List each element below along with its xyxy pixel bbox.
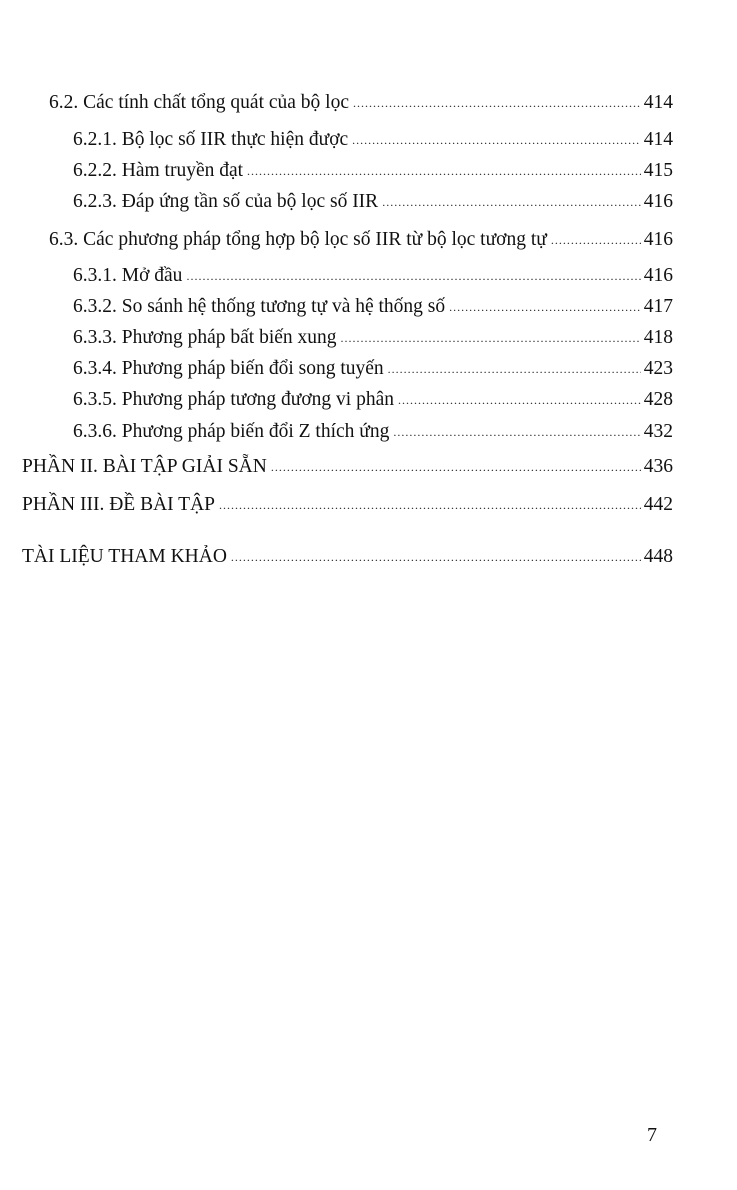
toc-entry-title: 6.3. Các phương pháp tổng hợp bộ lọc số IIR từ bộ lọc tương tự bbox=[49, 229, 547, 250]
toc-entry-6-2-3 bbox=[73, 190, 673, 214]
toc-entry-title: 6.3.4. Phương pháp biến đổi song tuyến bbox=[73, 358, 384, 379]
toc-entry-title: 6.2.2. Hàm truyền đạt bbox=[73, 160, 244, 181]
dot-leader bbox=[186, 270, 640, 282]
dot-leader bbox=[388, 363, 641, 375]
toc-entry-6-2 bbox=[49, 91, 673, 115]
toc-entry-title: 6.3.6. Phương pháp biến đổi Z thích ứng bbox=[73, 421, 390, 442]
dot-leader bbox=[352, 134, 641, 146]
toc-entry-page: 416 bbox=[643, 191, 673, 212]
toc-entry-page: 416 bbox=[643, 265, 673, 286]
toc-entry-6-3-3 bbox=[73, 326, 673, 350]
dot-leader bbox=[247, 165, 641, 177]
dot-leader bbox=[353, 97, 641, 109]
toc-entry-title: PHẦN II. BÀI TẬP GIẢI SẴN bbox=[22, 456, 267, 477]
toc-entry-6-3-4 bbox=[73, 357, 673, 381]
dot-leader bbox=[393, 426, 640, 438]
toc-entry-page: 418 bbox=[643, 327, 673, 348]
toc-entry-page: 432 bbox=[643, 421, 673, 442]
toc-entry-page: 436 bbox=[643, 456, 673, 477]
dot-leader bbox=[382, 196, 641, 208]
toc-entry-page: 423 bbox=[643, 358, 673, 379]
toc-entry-6-2-1 bbox=[73, 128, 673, 152]
toc-entry-6-3-6 bbox=[73, 420, 673, 444]
toc-entry-references bbox=[22, 545, 673, 569]
dot-leader bbox=[449, 301, 641, 313]
toc-entry-page: 442 bbox=[643, 494, 673, 515]
toc-entry-page: 414 bbox=[643, 129, 673, 150]
toc-entry-title: 6.2. Các tính chất tổng quát của bộ lọc bbox=[49, 92, 350, 113]
toc-entry-6-3-1 bbox=[73, 264, 673, 288]
toc-entry-title: 6.2.3. Đáp ứng tần số của bộ lọc số IIR bbox=[73, 191, 379, 212]
toc-entry-title: 6.3.5. Phương pháp tương đương vi phân bbox=[73, 389, 395, 410]
dot-leader bbox=[398, 394, 641, 406]
dot-leader bbox=[551, 234, 641, 246]
toc-entry-page: 448 bbox=[643, 546, 673, 567]
toc-entry-part-2 bbox=[22, 455, 673, 479]
toc-entry-title: 6.3.3. Phương pháp bất biến xung bbox=[73, 327, 337, 348]
toc-entry-6-2-2 bbox=[73, 159, 673, 183]
toc-entry-page: 417 bbox=[643, 296, 673, 317]
toc-entry-title: PHẦN III. ĐỀ BÀI TẬP bbox=[22, 494, 216, 515]
toc-entry-6-3 bbox=[49, 228, 673, 252]
toc-entry-title: 6.2.1. Bộ lọc số IIR thực hiện được bbox=[73, 129, 349, 150]
dot-leader bbox=[341, 332, 641, 344]
toc-entry-part-3 bbox=[22, 493, 673, 517]
toc-entry-page: 416 bbox=[643, 229, 673, 250]
dot-leader bbox=[271, 461, 641, 473]
toc-entry-title: 6.3.2. So sánh hệ thống tương tự và hệ thống số bbox=[73, 296, 446, 317]
page-number: 7 bbox=[647, 1124, 657, 1146]
toc-entry-title: TÀI LIỆU THAM KHẢO bbox=[22, 546, 227, 567]
dot-leader bbox=[231, 551, 641, 563]
toc-entry-page: 414 bbox=[643, 92, 673, 113]
toc-entry-title: 6.3.1. Mở đầu bbox=[73, 265, 183, 286]
toc-entry-6-3-2 bbox=[73, 295, 673, 319]
toc-entry-page: 415 bbox=[643, 160, 673, 181]
toc-entry-6-3-5 bbox=[73, 388, 673, 412]
toc-entry-page: 428 bbox=[643, 389, 673, 410]
dot-leader bbox=[219, 499, 641, 511]
